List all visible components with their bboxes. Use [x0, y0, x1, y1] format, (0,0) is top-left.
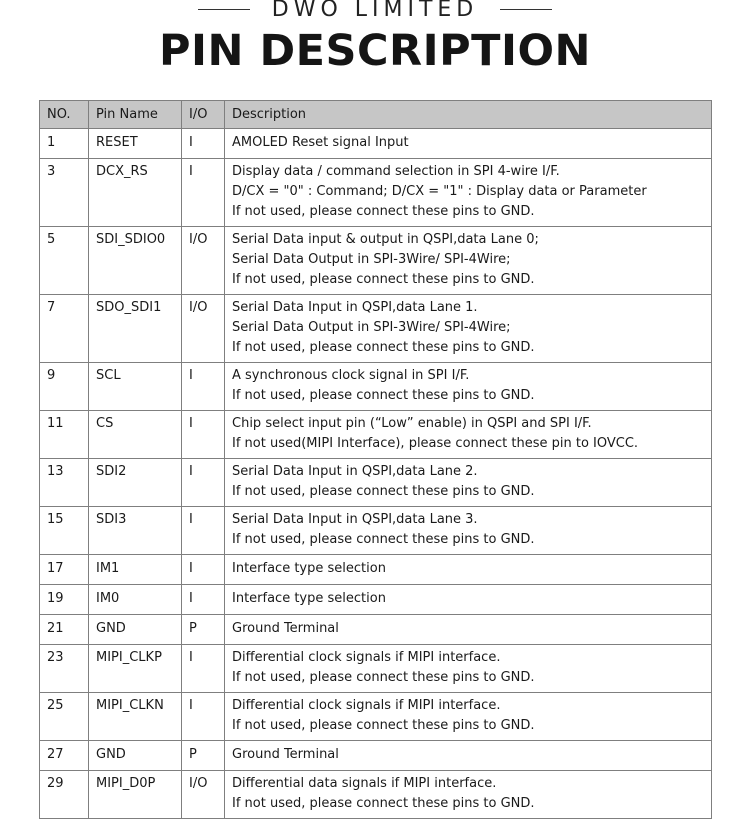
pin-name-cell: IM0: [89, 585, 182, 615]
pin-io-cell: I: [182, 411, 225, 459]
description-line: If not used, please connect these pins to GND.: [232, 484, 535, 499]
description-line: Differential clock signals if MIPI interface.: [232, 650, 501, 665]
description-line: Serial Data Input in QSPI,data Lane 2.: [232, 464, 478, 479]
description-line: Differential clock signals if MIPI interface.: [232, 698, 501, 713]
description-line: If not used, please connect these pins to GND.: [232, 340, 535, 355]
description-line: Ground Terminal: [232, 621, 339, 636]
pin-io-cell: I: [182, 363, 225, 411]
table-row: [40, 459, 712, 507]
pin-description-cell: [225, 741, 712, 771]
table-row: [40, 585, 712, 615]
pin-number-cell: 9: [40, 363, 89, 411]
pin-io-cell: I: [182, 555, 225, 585]
description-line: If not used, please connect these pins to GND.: [232, 718, 535, 733]
description-line: If not used(MIPI Interface), please connect these pin to IOVCC.: [232, 436, 639, 451]
pin-name-cell: MIPI_D0P: [89, 771, 182, 819]
description-line: A synchronous clock signal in SPI I/F.: [232, 368, 470, 383]
pin-number-cell: 19: [40, 585, 89, 615]
pin-io-cell: I: [182, 507, 225, 555]
pin-name-cell: MIPI_CLKN: [89, 693, 182, 741]
pin-description-cell: [225, 585, 712, 615]
pin-name-cell: MIPI_CLKP: [89, 645, 182, 693]
pin-description-cell: [225, 771, 712, 819]
description-line: Serial Data Output in SPI-3Wire/ SPI-4Wire;: [232, 320, 511, 335]
column-header-pin-name: Pin Name: [89, 101, 182, 129]
table-row: [40, 507, 712, 555]
pin-number-cell: 21: [40, 615, 89, 645]
pin-name-cell: RESET: [89, 129, 182, 159]
description-line: If not used, please connect these pins to GND.: [232, 796, 535, 811]
table-row: [40, 555, 712, 585]
pin-name-cell: GND: [89, 741, 182, 771]
table-row: [40, 363, 712, 411]
description-line: Differential data signals if MIPI interface.: [232, 776, 497, 791]
pin-io-cell: P: [182, 615, 225, 645]
column-header-io: I/O: [182, 101, 225, 129]
table-row: [40, 159, 712, 227]
pin-description-cell: [225, 645, 712, 693]
description-line: If not used, please connect these pins to GND.: [232, 204, 535, 219]
description-line: If not used, please connect these pins to GND.: [232, 532, 535, 547]
pin-description-cell: [225, 555, 712, 585]
pin-number-cell: 25: [40, 693, 89, 741]
pin-name-cell: SDI3: [89, 507, 182, 555]
table-row: [40, 771, 712, 819]
pin-name-cell: SDO_SDI1: [89, 295, 182, 363]
description-line: If not used, please connect these pins to GND.: [232, 272, 535, 287]
pin-name-cell: CS: [89, 411, 182, 459]
table-body: [40, 129, 712, 819]
pin-description-cell: [225, 459, 712, 507]
pin-name-cell: SDI_SDIO0: [89, 227, 182, 295]
description-line: Serial Data Input in QSPI,data Lane 1.: [232, 300, 478, 315]
pin-description-cell: [225, 363, 712, 411]
pin-description-cell: [225, 507, 712, 555]
pin-io-cell: I/O: [182, 295, 225, 363]
pin-number-cell: 29: [40, 771, 89, 819]
pin-number-cell: 1: [40, 129, 89, 159]
description-line: Interface type selection: [232, 561, 386, 576]
pin-description-cell: [225, 615, 712, 645]
column-header-description: Description: [225, 101, 712, 129]
pin-io-cell: I: [182, 693, 225, 741]
brand-header: [0, 0, 750, 22]
brand-divider-right: [500, 9, 552, 10]
description-line: Ground Terminal: [232, 747, 339, 762]
description-line: Interface type selection: [232, 591, 386, 606]
description-line: If not used, please connect these pins to GND.: [232, 670, 535, 685]
pin-name-cell: SCL: [89, 363, 182, 411]
description-line: Chip select input pin (“Low” enable) in QSPI and SPI I/F.: [232, 416, 592, 431]
pin-name-cell: SDI2: [89, 459, 182, 507]
pin-description-cell: [225, 411, 712, 459]
pin-number-cell: 23: [40, 645, 89, 693]
pin-io-cell: I: [182, 585, 225, 615]
pin-number-cell: 3: [40, 159, 89, 227]
description-line: If not used, please connect these pins to GND.: [232, 388, 535, 403]
brand-divider-left: [198, 9, 250, 10]
table-row: [40, 615, 712, 645]
pin-name-cell: IM1: [89, 555, 182, 585]
pin-io-cell: I: [182, 129, 225, 159]
pin-description-cell: [225, 295, 712, 363]
pin-number-cell: 11: [40, 411, 89, 459]
pin-description-cell: [225, 129, 712, 159]
table-row: [40, 693, 712, 741]
pin-number-cell: 7: [40, 295, 89, 363]
pin-io-cell: I: [182, 459, 225, 507]
description-line: D/CX = "0" : Command; D/CX = "1" : Display data or Parameter: [232, 184, 647, 199]
description-line: AMOLED Reset signal Input: [232, 135, 409, 150]
pin-io-cell: I/O: [182, 771, 225, 819]
table-row: [40, 227, 712, 295]
description-line: Serial Data Input in QSPI,data Lane 3.: [232, 512, 478, 527]
pin-number-cell: 5: [40, 227, 89, 295]
page-title: PIN DESCRIPTION: [158, 26, 592, 76]
pin-io-cell: I: [182, 645, 225, 693]
table-header-row: [40, 101, 712, 129]
table-row: [40, 411, 712, 459]
column-header-no: NO.: [40, 101, 89, 129]
brand-name: DWO LIMITED: [271, 0, 479, 22]
pin-description-table: [39, 100, 712, 819]
pin-description-cell: [225, 159, 712, 227]
pin-description-cell: [225, 693, 712, 741]
pin-name-cell: DCX_RS: [89, 159, 182, 227]
description-line: Display data / command selection in SPI 4-wire I/F.: [232, 164, 560, 179]
pin-name-cell: GND: [89, 615, 182, 645]
pin-io-cell: I: [182, 159, 225, 227]
description-line: Serial Data Output in SPI-3Wire/ SPI-4Wire;: [232, 252, 511, 267]
table-row: [40, 129, 712, 159]
pin-number-cell: 13: [40, 459, 89, 507]
table-row: [40, 645, 712, 693]
pin-io-cell: I/O: [182, 227, 225, 295]
pin-io-cell: P: [182, 741, 225, 771]
description-line: Serial Data input & output in QSPI,data Lane 0;: [232, 232, 539, 247]
table-row: [40, 741, 712, 771]
pin-number-cell: 17: [40, 555, 89, 585]
pin-number-cell: 15: [40, 507, 89, 555]
pin-description-cell: [225, 227, 712, 295]
pin-number-cell: 27: [40, 741, 89, 771]
table-row: [40, 295, 712, 363]
